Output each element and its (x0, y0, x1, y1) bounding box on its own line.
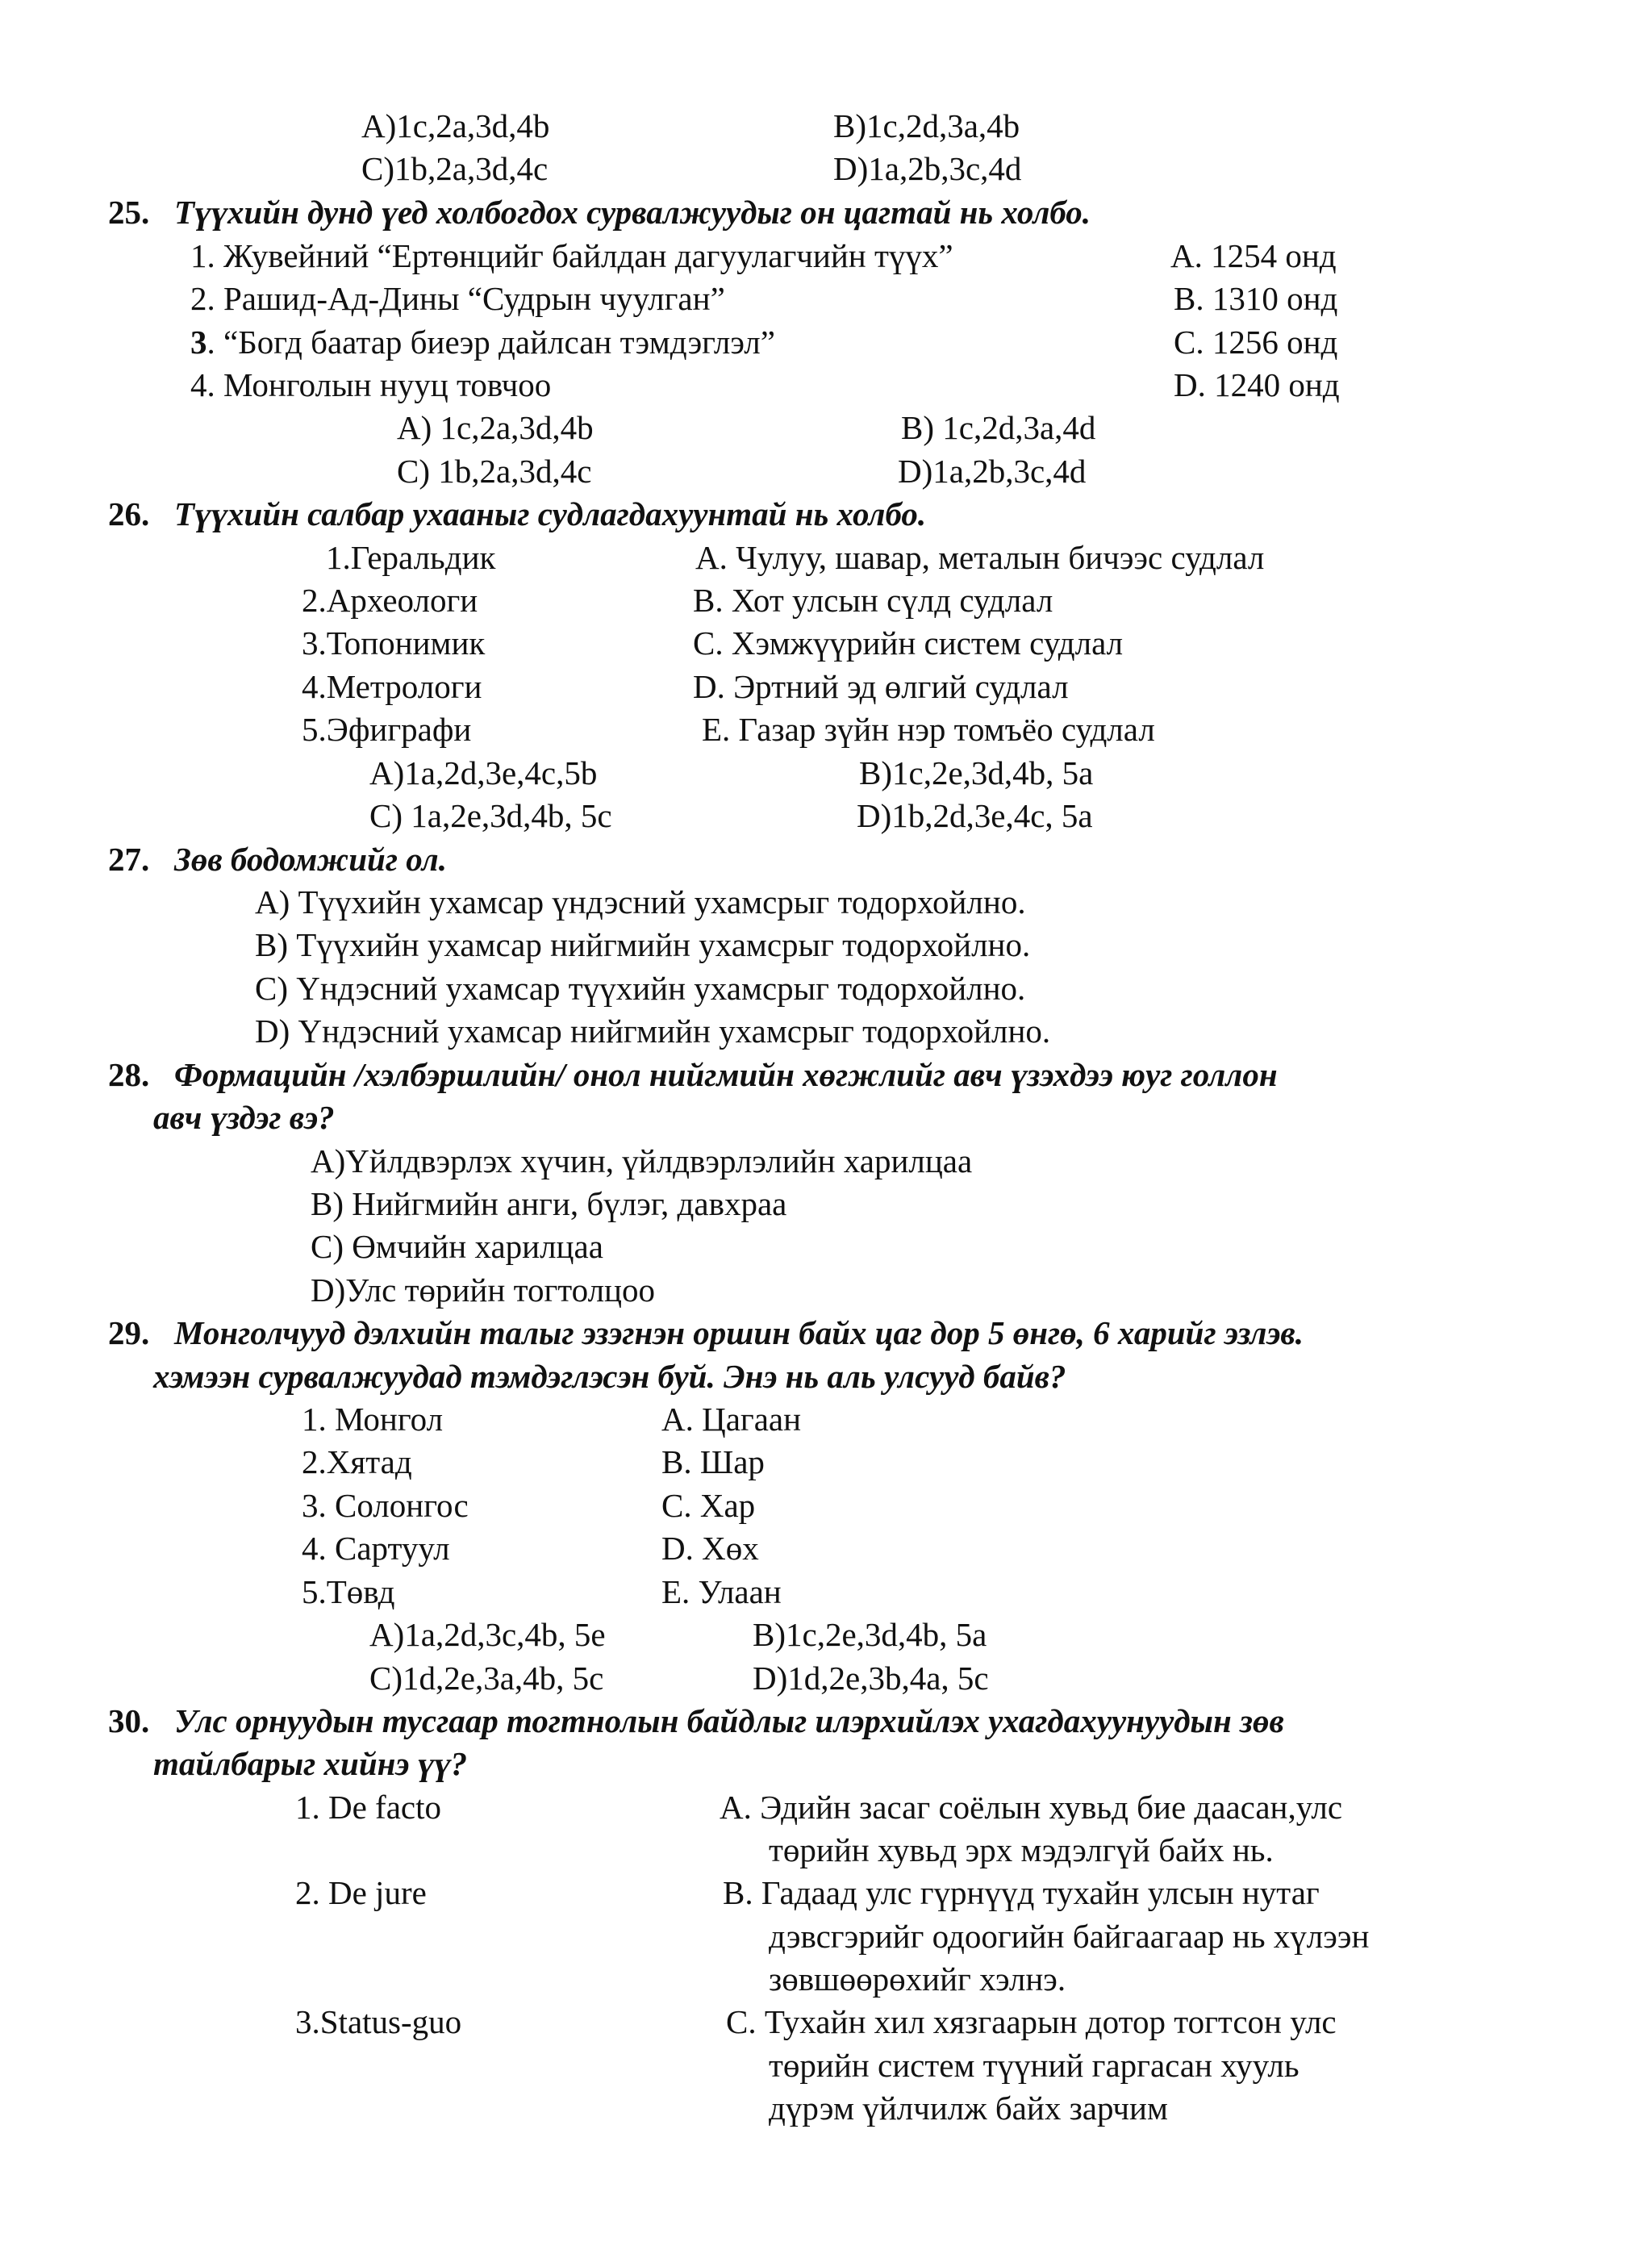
q27-answer-a: A) Түүхийн ухамсар үндэсний ухамсрыг тодорхойлно. (255, 883, 1026, 921)
q30-option-c-line-2: төрийн систем түүний гаргасан хууль (769, 2047, 1299, 2084)
q29-option-e: E. Улаан (661, 1573, 782, 1610)
q25-option-a: A. 1254 онд (1170, 237, 1337, 274)
q28-answer-d: D)Улс төрийн тогтолцоо (311, 1271, 655, 1309)
q28-answer-c: C) Өмчийн харилцаа (311, 1228, 603, 1265)
q25-item-2: 2. Рашид-Ад-Дины “Судрын чуулган” (190, 280, 725, 317)
q29-option-c: C. Хар (661, 1487, 756, 1524)
q27-question: Зөв бодомжийг ол. (174, 841, 447, 878)
q29-option-b: B. Шар (661, 1443, 765, 1480)
q25-number: 25. (108, 194, 150, 231)
q25-question: Түүхийн дунд үед холбогдох сурвалжуудыг он цагтай нь холбо. (174, 194, 1091, 231)
q24-answer-b: B)1c,2d,3a,4b (833, 107, 1020, 144)
q29-answer-c: C)1d,2e,3a,4b, 5c (369, 1660, 604, 1697)
q28-answer-b: B) Нийгмийн анги, бүлэг, давхраа (311, 1185, 787, 1222)
q30-option-a-line-1: A. Эдийн засаг соёлын хувьд бие даасан,улс (720, 1789, 1343, 1826)
q25-item-1: 1. Жувейний “Ертөнцийг байлдан дагуулагчийн түүх” (190, 237, 953, 274)
q30-item-1: 1. De facto (295, 1789, 441, 1826)
q26-item-4: 4.Метрологи (302, 668, 482, 705)
q25-answer-d: D)1a,2b,3c,4d (898, 453, 1087, 490)
q26-number: 26. (108, 495, 150, 532)
q28-answer-a: A)Үйлдвэрлэх хүчин, үйлдвэрлэлийн харилцаа (311, 1142, 973, 1179)
q25-item-3-number: 3 (190, 324, 207, 361)
q29-answer-b: B)1c,2e,3d,4b, 5a (753, 1616, 987, 1653)
q26-option-a: A. Чулуу, шавар, металын бичээс судлал (695, 539, 1265, 576)
q26-answer-c: C) 1a,2e,3d,4b, 5c (369, 797, 612, 834)
q30-question-line-2: тайлбарыг хийнэ үү? (153, 1745, 468, 1782)
q29-answer-d: D)1d,2e,3b,4a, 5c (753, 1660, 989, 1697)
q26-question: Түүхийн салбар ухааныг судлагдахуунтай нь холбо. (174, 495, 927, 532)
q27-answer-d: D) Үндэсний ухамсар нийгмийн ухамсрыг тодорхойлно. (255, 1012, 1051, 1050)
q26-item-3: 3.Топонимик (302, 624, 486, 662)
q26-answer-a: A)1a,2d,3e,4c,5b (369, 754, 598, 791)
q30-option-b-line-1: B. Гадаад улс гүрнүүд тухайн улсын нутаг (723, 1874, 1320, 1911)
q30-option-c-line-1: C. Тухайн хил хязгаарын дотор тогтсон улс (726, 2003, 1337, 2040)
q25-answer-c: C) 1b,2a,3d,4c (397, 453, 592, 490)
q29-item-2: 2.Хятад (302, 1443, 412, 1480)
q25-item-3: 3. “Богд баатар биеэр дайлсан тэмдэглэл” (190, 324, 775, 361)
q28-question-line-1: Формацийн /хэлбэршлийн/ онол нийгмийн хөгжлийг авч үзэхдээ юуг голлон (174, 1056, 1278, 1093)
q26-option-b: B. Хот улсын сүлд судлал (693, 582, 1053, 619)
q27-answer-c: C) Үндэсний ухамсар түүхийн ухамсрыг тодорхойлно. (255, 970, 1026, 1007)
q30-option-b-line-3: зөвшөөрөхийг хэлнэ. (769, 1960, 1066, 1998)
q26-answer-d: D)1b,2d,3e,4c, 5a (857, 797, 1093, 834)
q25-option-b: B. 1310 онд (1174, 280, 1338, 317)
q28-number: 28. (108, 1056, 150, 1093)
q29-item-4: 4. Сартуул (302, 1530, 450, 1567)
q28-question-line-2: авч үздэг вэ? (153, 1099, 335, 1136)
q24-answer-a: A)1c,2a,3d,4b (361, 107, 550, 144)
q30-option-c-line-3: дүрэм үйлчилж байх зарчим (769, 2090, 1168, 2127)
q29-answer-a: A)1a,2d,3c,4b, 5e (369, 1616, 606, 1653)
q26-option-d: D. Эртний эд өлгий судлал (693, 668, 1069, 705)
q26-option-e: E. Газар зүйн нэр томъёо судлал (702, 711, 1155, 748)
q29-number: 29. (108, 1314, 150, 1351)
q30-question-line-1: Улс орнуудын тусгаар тогтнолын байдлыг илэрхийлэх ухагдахуунуудын зөв (174, 1702, 1284, 1739)
q27-answer-b: B) Түүхийн ухамсар нийгмийн ухамсрыг тодорхойлно. (255, 926, 1031, 963)
q25-answer-a: A) 1c,2a,3d,4b (397, 409, 594, 446)
q29-option-a: A. Цагаан (661, 1401, 802, 1438)
q29-item-3: 3. Солонгос (302, 1487, 469, 1524)
q24-answer-c: C)1b,2a,3d,4c (361, 150, 549, 187)
q24-answer-d: D)1a,2b,3c,4d (833, 150, 1022, 187)
q29-question-line-2: хэмээн сурвалжуудад тэмдэглэсэн буй. Энэ нь аль улсууд байв? (153, 1358, 1066, 1395)
q25-answer-b: B) 1c,2d,3a,4d (901, 409, 1096, 446)
q30-item-3: 3.Status-guo (295, 2003, 462, 2040)
q29-option-d: D. Хөх (661, 1530, 759, 1567)
q26-option-c: C. Хэмжүүрийн систем судлал (693, 624, 1124, 662)
q26-item-5: 5.Эфиграфи (302, 711, 472, 748)
q30-option-a-line-2: төрийн хувьд эрх мэдэлгүй байх нь. (769, 1831, 1274, 1868)
q29-item-5: 5.Төвд (302, 1573, 395, 1610)
q25-option-d: D. 1240 онд (1174, 366, 1340, 403)
q30-item-2: 2. De jure (295, 1874, 427, 1911)
q26-item-2: 2.Археологи (302, 582, 478, 619)
q25-item-4: 4. Монголын нууц товчоо (190, 366, 552, 403)
q30-number: 30. (108, 1702, 150, 1739)
q27-number: 27. (108, 841, 150, 878)
q26-item-1: 1.Геральдик (326, 539, 496, 576)
q29-item-1: 1. Монгол (302, 1401, 444, 1438)
q25-option-c: C. 1256 онд (1174, 324, 1338, 361)
q25-item-3-text: “Богд баатар биеэр дайлсан тэмдэглэл” (223, 324, 775, 361)
q29-question-line-1: Монголчууд дэлхийн талыг эзэгнэн оршин байх цаг дор 5 өнгө, 6 харийг эзлэв. (174, 1314, 1304, 1351)
q26-answer-b: B)1c,2e,3d,4b, 5a (859, 754, 1094, 791)
q30-option-b-line-2: дэвсгэрийг одоогийн байгаагаар нь хүлээн (769, 1918, 1370, 1955)
